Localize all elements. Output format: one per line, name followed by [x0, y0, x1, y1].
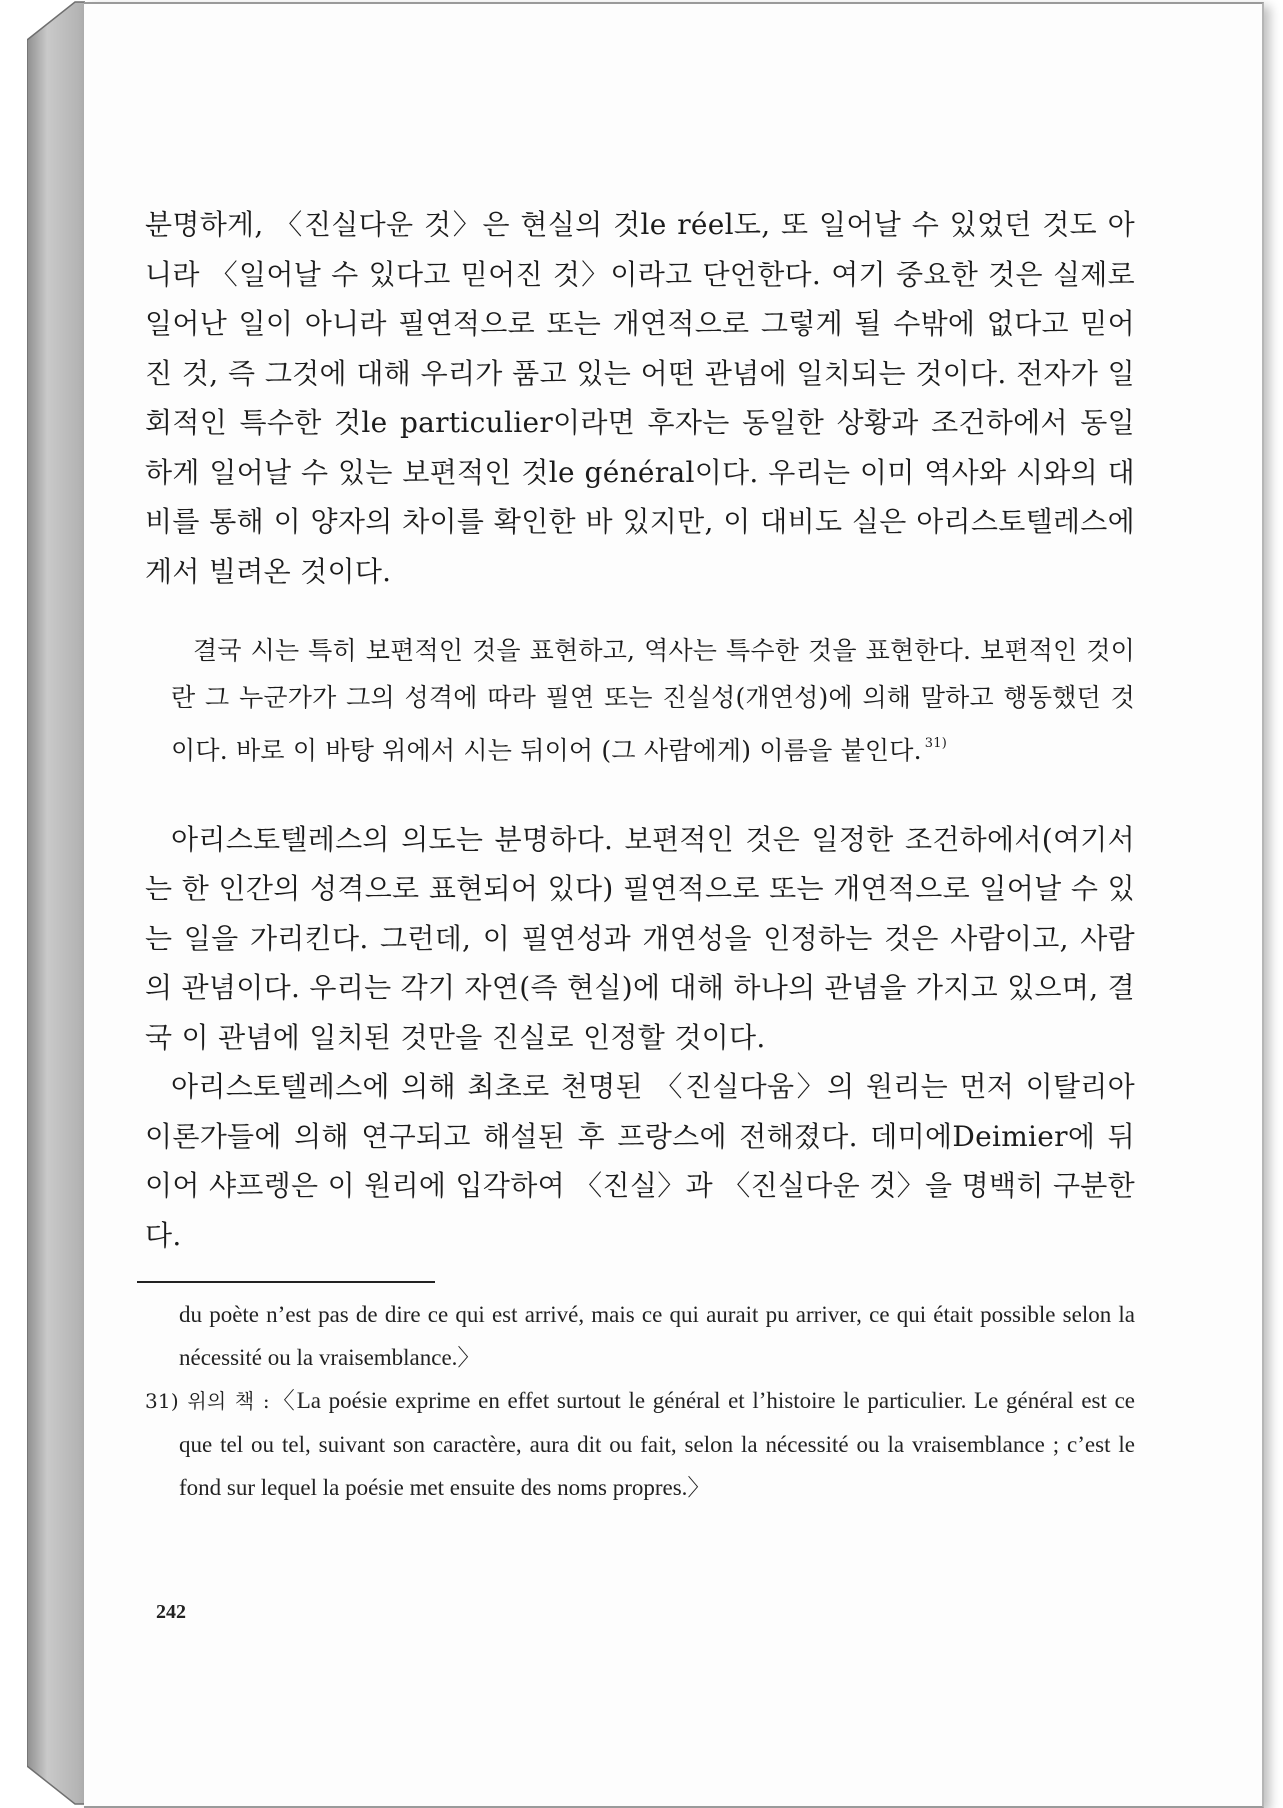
footnote-label: 31) 위의 책 : [145, 1389, 270, 1413]
body-paragraph: 아리스토텔레스의 의도는 분명하다. 보편적인 것은 일정한 조건하에서(여기서는 한 인간의 성격으로 표현되어 있다) 필연적으로 또는 개연적으로 일어날 수 있는 일을 가리킨다. 그런데, 이 필연성과 개연성을 인정하는 것은 사람이고, 사람의 관념이다. 우리는 각기 자연(즉 현실)에 대해 하나의 관념을 가지고 있으며, 결국 이 관념에 일치된 것만을 진실로 인정할 것이다. [145, 822, 1135, 1054]
footnotes [145, 1293, 1135, 1509]
page-content [145, 200, 1135, 1260]
block-quote-text: 결국 시는 특히 보편적인 것을 표현하고, 역사는 특수한 것을 표현한다. 보편적인 것이란 그 누군가가 그의 성격에 따라 필연 또는 진실성(개연성)에 의해 말하고 행동했던 것이다. 바로 이 바탕 위에서 시는 뒤이어 (그 사람에게) 이름을 붙인다. [171, 636, 1135, 765]
body-paragraph: 분명하게, 〈진실다운 것〉은 현실의 것le réel도, 또 일어날 수 있었던 것도 아니라 〈일어날 수 있다고 믿어진 것〉이라고 단언한다. 여기 중요한 것은 실제로 일어난 일이 아니라 필연적으로 또는 개연적으로 그렇게 될 수밖에 없다고 믿어진 것, 즉 그것에 대해 우리가 품고 있는 어떤 관념에 일치되는 것이다. 전자가 일회적인 특수한 것le particulier이라면 후자는 동일한 상황과 조건하에서 동일하게 일어날 수 있는 보편적인 것le général이다. 우리는 이미 역사와 시와의 대비를 통해 이 양자의 차이를 확인한 바 있지만, 이 대비도 실은 아리스토텔레스에게서 빌려온 것이다. [145, 208, 1135, 588]
footnote-continuation: du poète n’est pas de dire ce qui est arrivé, mais ce qui aurait pu arriver, ce qui était possible selon la nécessité ou la vraisemblance.〉 [179, 1302, 1135, 1370]
footnote-divider [137, 1281, 435, 1283]
page-number: 242 [156, 1601, 186, 1623]
body-paragraph: 아리스토텔레스에 의해 최초로 천명된 〈진실다움〉의 원리는 먼저 이탈리아 이론가들에 의해 연구되고 해설된 후 프랑스에 전해졌다. 데미에Deimier에 뒤이어 샤프렝은 이 원리에 입각하여 〈진실〉과 〈진실다운 것〉을 명백히 구분한다. [145, 1070, 1135, 1252]
footnote-reference: 31) [924, 736, 947, 751]
footnote-31 [145, 1379, 1135, 1509]
book-side-edge [27, 0, 85, 1806]
footnote-text: 〈La poésie exprime en effet surtout le général et l’histoire le particulier. Le général est ce que tel ou tel, suivant son caractère, aura dit ou fait, selon la nécessité ou la vraisemblance ; c’est le fond sur lequel la poésie met ensuite des noms propres.〉 [179, 1388, 1135, 1500]
block-quote [171, 628, 1135, 775]
